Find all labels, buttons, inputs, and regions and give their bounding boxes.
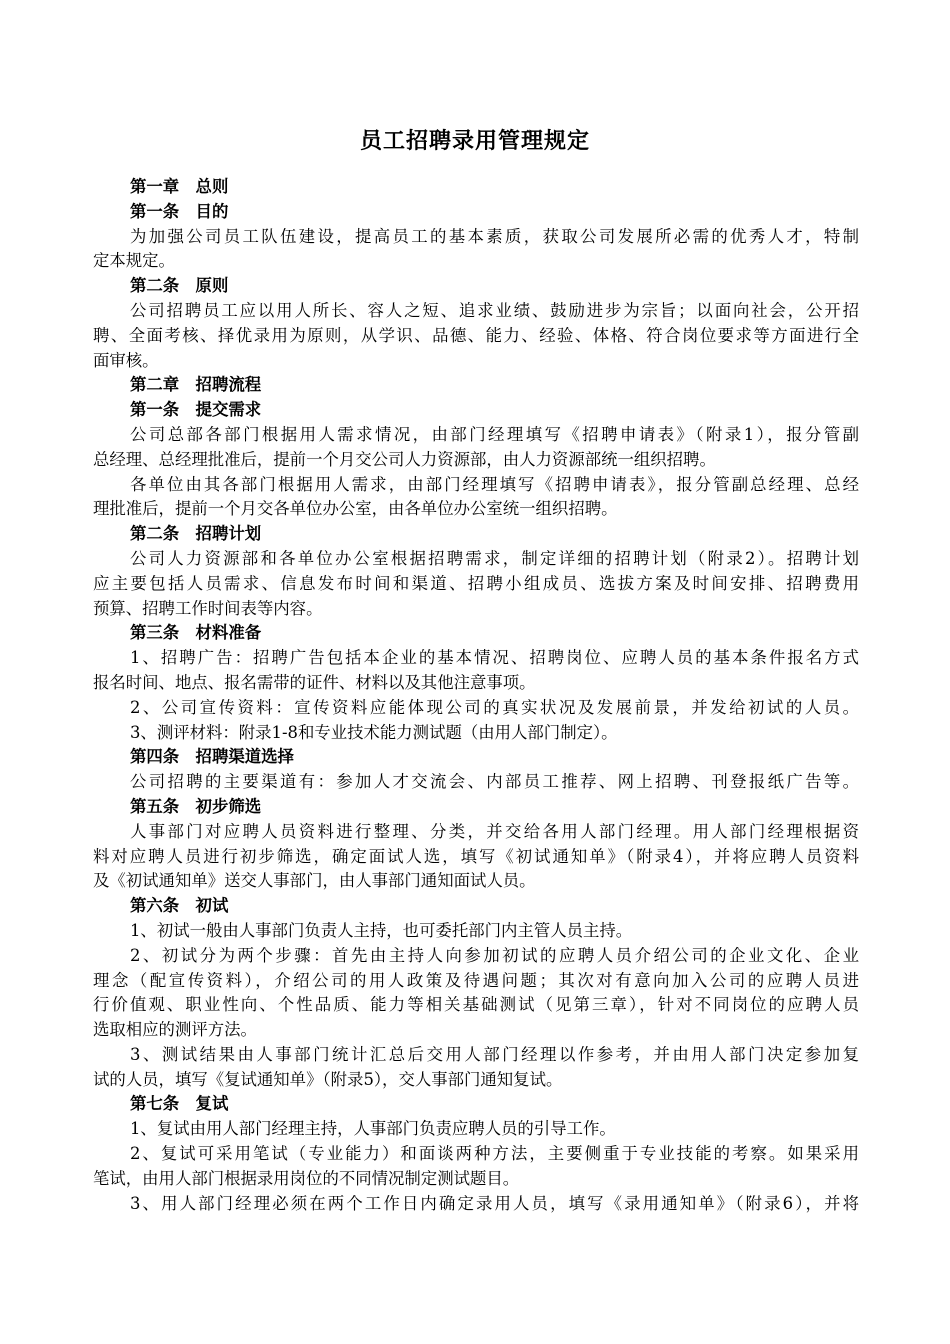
paragraph-line: 选取相应的测评方法。 (93, 1020, 257, 1040)
paragraph-line: 应主要包括人员需求、信息发布时间和渠道、招聘小组成员、选拔方案及时间安排、招聘费用 (93, 573, 859, 593)
paragraph-line: 报名时间、地点、报名需带的证件、材料以及其他注意事项。 (93, 672, 536, 692)
section-heading: 第一条 目的 (130, 201, 229, 221)
paragraph-line: 1、招聘广告：招聘广告包括本企业的基本情况、招聘岗位、应聘人员的基本条件报名方式 (130, 648, 859, 668)
section-heading: 第一条 提交需求 (130, 400, 262, 420)
paragraph-line: 公司总部各部门根据用人需求情况，由部门经理填写《招聘申请表》（附录1），报分管副 (130, 424, 859, 444)
paragraph-line: 聘、全面考核、择优录用为原则，从学识、品德、能力、经验、体格、符合岗位要求等方面进行全 (93, 325, 859, 345)
section-heading: 第三条 材料准备 (130, 623, 262, 643)
paragraph-line: 各单位由其各部门根据用人需求，由部门经理填写《招聘申请表》，报分管副总经理、总经 (130, 474, 859, 494)
paragraph-line: 理念（配宣传资料），介绍公司的用人政策及待遇问题；其次对有意向加入公司的应聘人员进 (93, 970, 859, 990)
paragraph-line: 1、复试由用人部门经理主持，人事部门负责应聘人员的引导工作。 (130, 1119, 616, 1139)
paragraph-line: 试的人员，填写《复试通知单》（附录5），交人事部门通知复试。 (93, 1069, 563, 1089)
document-body (93, 175, 859, 1216)
paragraph-line: 面审核。 (93, 350, 159, 370)
paragraph-line: 3、测试结果由人事部门统计汇总后交用人部门经理以作参考，并由用人部门决定参加复 (130, 1044, 859, 1064)
paragraph-line: 为加强公司员工队伍建设，提高员工的基本素质，获取公司发展所必需的优秀人才，特制 (130, 226, 859, 246)
paragraph-line: 公司招聘员工应以用人所长、容人之短、追求业绩、鼓励进步为宗旨；以面向社会，公开招 (130, 300, 859, 320)
section-heading: 第五条 初步筛选 (130, 796, 262, 816)
paragraph-line: 笔试，由用人部门根据录用岗位的不同情况制定测试题目。 (93, 1168, 520, 1188)
paragraph-line: 2、复试可采用笔试（专业能力）和面谈两种方法，主要侧重于专业技能的考察。如果采用 (130, 1144, 859, 1164)
paragraph-line: 总经理、总经理批准后，提前一个月交公司人力资源部，由人力资源部统一组织招聘。 (93, 449, 716, 469)
paragraph-line: 公司人力资源部和各单位办公室根据招聘需求，制定详细的招聘计划（附录2）。招聘计划 (130, 548, 859, 568)
section-heading: 第七条 复试 (130, 1094, 229, 1114)
paragraph-line: 定本规定。 (93, 251, 175, 271)
section-heading: 第二章 招聘流程 (130, 375, 262, 395)
paragraph-line: 理批准后，提前一个月交各单位办公室，由各单位办公室统一组织招聘。 (93, 499, 618, 519)
paragraph-line: 2、公司宣传资料：宣传资料应能体现公司的真实状况及发展前景，并发给初试的人员。 (130, 697, 859, 717)
paragraph-line: 公司招聘的主要渠道有：参加人才交流会、内部员工推荐、网上招聘、刊登报纸广告等。 (130, 772, 859, 792)
paragraph-line: 及《初试通知单》送交人事部门，由人事部门通知面试人员。 (93, 871, 536, 891)
section-heading: 第六条 初试 (130, 896, 229, 916)
document-title: 员工招聘录用管理规定 (359, 128, 590, 154)
paragraph-line: 料对应聘人员进行初步筛选，确定面试人选，填写《初试通知单》（附录4），并将应聘人员资料 (93, 846, 859, 866)
section-heading: 第二条 原则 (130, 276, 229, 296)
paragraph-line: 1、初试一般由人事部门负责人主持，也可委托部门内主管人员主持。 (130, 920, 633, 940)
section-heading: 第四条 招聘渠道选择 (130, 747, 294, 767)
section-heading: 第一章 总则 (130, 177, 229, 196)
paragraph-line: 3、测评材料：附录1-8和专业技术能力测试题（由用人部门制定）。 (130, 722, 618, 742)
section-heading: 第二条 招聘计划 (130, 524, 262, 544)
paragraph-line: 人事部门对应聘人员资料进行整理、分类，并交给各用人部门经理。用人部门经理根据资 (130, 821, 859, 841)
paragraph-line: 3、用人部门经理必须在两个工作日内确定录用人员，填写《录用通知单》（附录6），并将 (130, 1193, 859, 1213)
paragraph-line: 2、初试分为两个步骤：首先由主持人向参加初试的应聘人员介绍公司的企业文化、企业 (130, 945, 859, 965)
paragraph-line: 行价值观、职业性向、个性品质、能力等相关基础测试（见第三章），针对不同岗位的应聘人员 (93, 995, 859, 1015)
paragraph-line: 预算、招聘工作时间表等内容。 (93, 598, 323, 618)
